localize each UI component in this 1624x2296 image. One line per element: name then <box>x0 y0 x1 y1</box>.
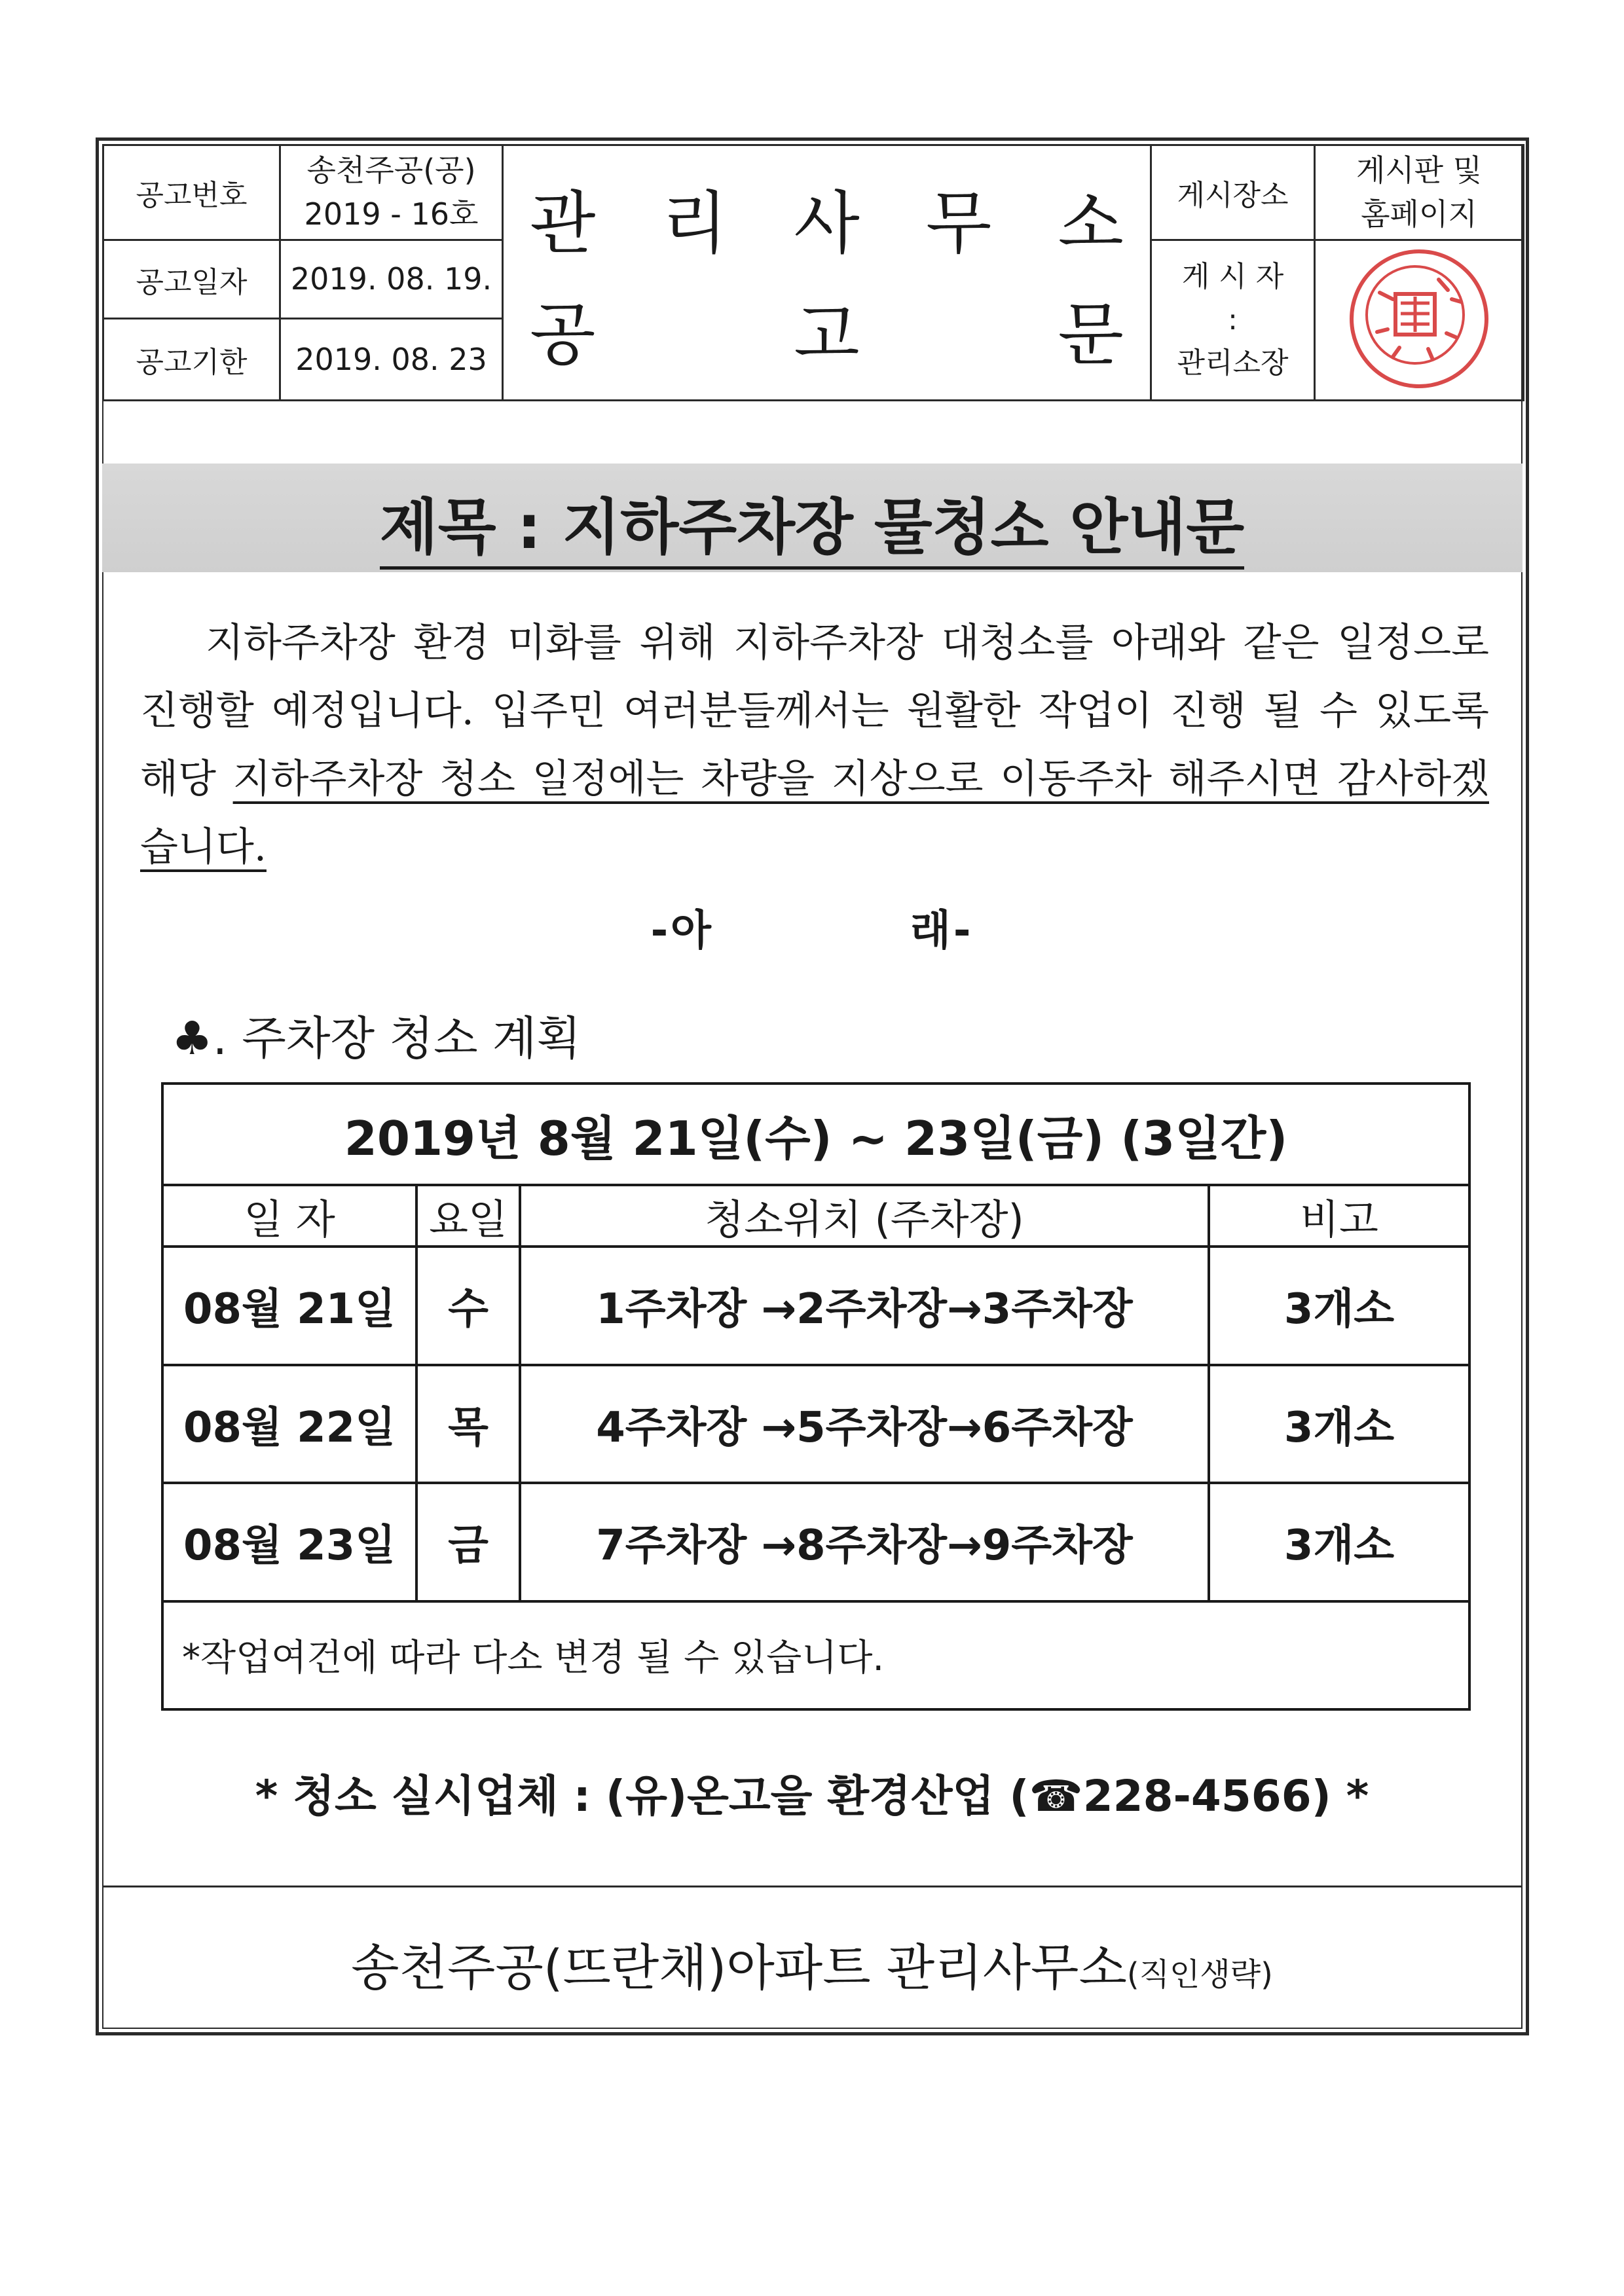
title-char: 고 <box>794 294 860 374</box>
posting-place-label: 게시장소 <box>1151 145 1315 240</box>
footer-signature <box>0 1928 1624 1999</box>
section-title: ♣. 주차장 청소 계획 <box>172 1011 581 1065</box>
notice-number-line2: 2019 - 16호 <box>304 196 479 232</box>
subject-title <box>0 479 1624 566</box>
footer-divider <box>102 1886 1522 1887</box>
title-char: 사 <box>794 183 860 263</box>
notice-number-value <box>280 145 503 240</box>
footer-office-name: 송천주공(뜨란채)아파트 관리사무소 <box>351 1939 1127 1997</box>
poster-line1: 게 시 자 <box>1181 260 1284 293</box>
title-char: 문 <box>1058 294 1124 374</box>
posting-place-line2: 홈페이지 <box>1361 196 1477 232</box>
body-text-underlined: 지하주차장 청소 일정에는 차량을 지상으로 이동주차 해주시면 감사하겠습니다. <box>140 756 1489 870</box>
row-day: 수 <box>416 1247 520 1365</box>
below-marker-right: 래- <box>910 907 974 955</box>
title-char: 공 <box>530 294 596 374</box>
row-day: 목 <box>416 1365 520 1484</box>
official-seal-icon <box>1350 249 1488 388</box>
title-char: 관 <box>530 183 596 263</box>
notice-header-table <box>102 144 1524 401</box>
column-header-day: 요일 <box>416 1185 520 1247</box>
notice-deadline-value: 2019. 08. 23 <box>280 319 503 401</box>
below-marker <box>0 897 1624 957</box>
row-note: 3개소 <box>1209 1365 1469 1484</box>
row-date: 08월 23일 <box>162 1483 416 1601</box>
table-row <box>162 1247 1469 1365</box>
title-char: 리 <box>661 183 728 263</box>
plan-period: 2019년 8월 21일(수) ~ 23일(금) (3일간) <box>162 1084 1469 1185</box>
row-location: 7주차장 →8주차장→9주차장 <box>520 1483 1209 1601</box>
office-title <box>503 145 1151 401</box>
office-title-line2 <box>504 280 1150 378</box>
notice-number-label: 공고번호 <box>103 145 280 240</box>
vendor-info: * 청소 실시업체 : (유)온고을 환경산업 (☎228-4566) * <box>255 1771 1369 1821</box>
below-marker-left: -아 <box>650 907 714 955</box>
column-header-date: 일 자 <box>162 1185 416 1247</box>
office-title-line1 <box>504 168 1150 266</box>
table-row <box>162 1365 1469 1484</box>
column-header-note: 비고 <box>1209 1185 1469 1247</box>
cleaning-plan-table <box>161 1082 1471 1711</box>
table-row <box>162 1483 1469 1601</box>
row-date: 08월 22일 <box>162 1365 416 1484</box>
posting-place-value <box>1315 145 1524 240</box>
posting-place-line1: 게시판 및 <box>1356 153 1483 189</box>
notice-number-line1: 송천주공(공) <box>306 153 476 189</box>
poster-line2: : <box>1228 303 1238 337</box>
footer-seal-omitted: (직인생략) <box>1126 1956 1273 1993</box>
title-char: 소 <box>1058 183 1124 263</box>
notice-date-value: 2019. 08. 19. <box>280 240 503 319</box>
plan-footnote: *작업여건에 따라 다소 변경 될 수 있습니다. <box>162 1601 1469 1709</box>
column-header-location: 청소위치 (주차장) <box>520 1185 1209 1247</box>
title-char: 무 <box>925 183 992 263</box>
subject-text: 제목 : 지하주차장 물청소 안내문 <box>380 492 1244 570</box>
row-location: 4주차장 →5주차장→6주차장 <box>520 1365 1209 1484</box>
row-note: 3개소 <box>1209 1247 1469 1365</box>
poster-label <box>1151 240 1315 401</box>
body-text: 지하주차장 환경 미화를 위해 지하주차장 대청소를 아래와 같은 일정으로 진행할 예정입니다. 입주민 여러분들께서는 원활한 작업이 진행 될 수 있도록 해당 <box>140 620 1489 802</box>
row-location: 1주차장 →2주차장→3주차장 <box>520 1247 1209 1365</box>
notice-deadline-label: 공고기한 <box>103 319 280 401</box>
poster-line3: 관리소장 <box>1177 346 1289 380</box>
seal-cell <box>1315 240 1524 401</box>
row-note: 3개소 <box>1209 1483 1469 1601</box>
row-day: 금 <box>416 1483 520 1601</box>
body-paragraph <box>140 609 1489 881</box>
notice-date-label: 공고일자 <box>103 240 280 319</box>
row-date: 08월 21일 <box>162 1247 416 1365</box>
